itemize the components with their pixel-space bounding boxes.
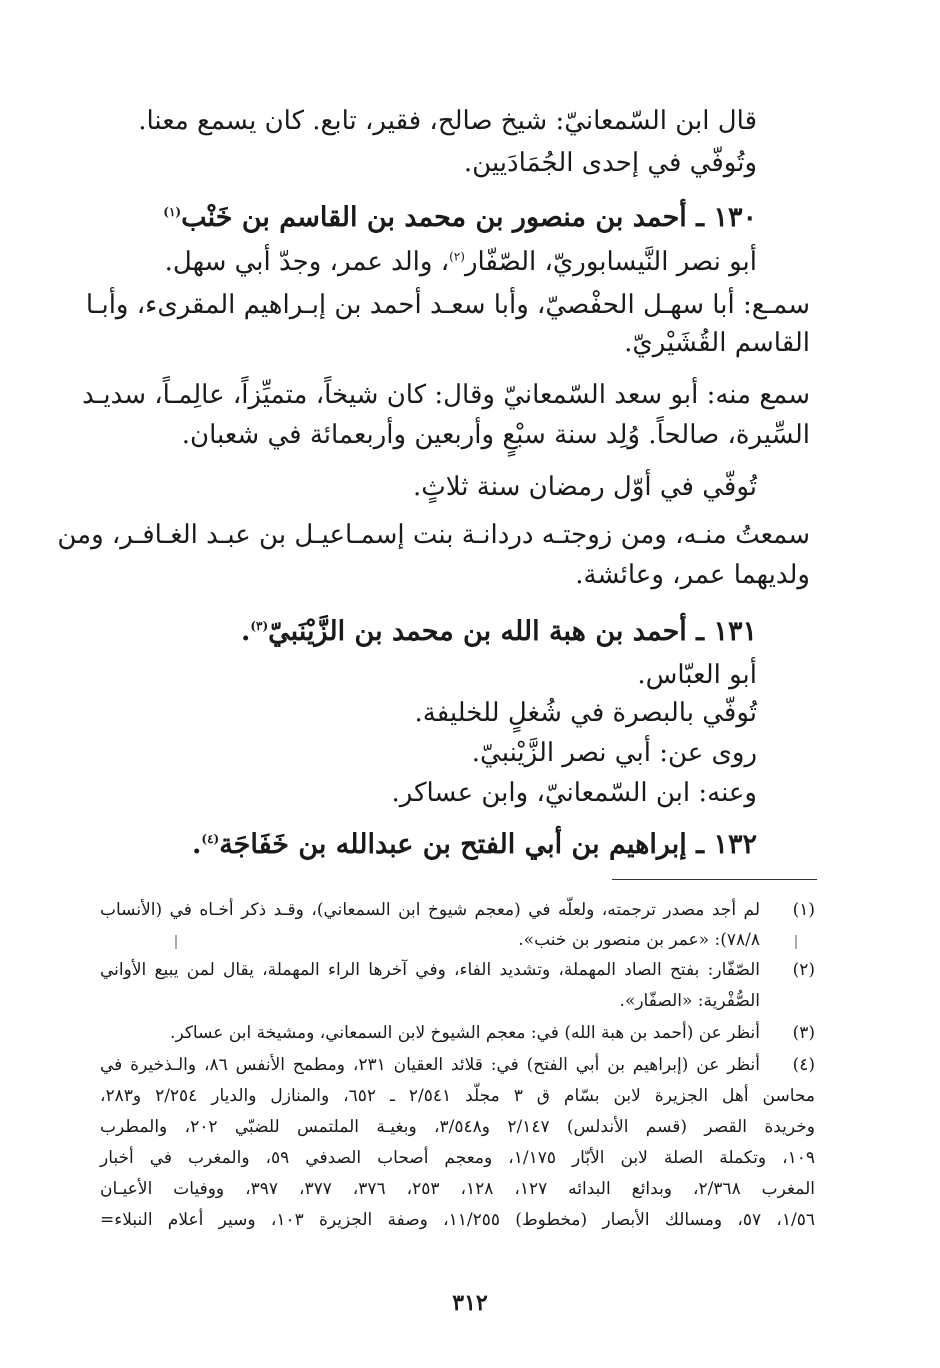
footnote-ref-2: (٢) xyxy=(449,249,465,264)
body-line-1: قال ابن السّمعانيّ: شيخ صالح، فقير، تابع. كان يسمع معنا. xyxy=(138,106,757,136)
entry-131-line-1: أبو العبّاس. xyxy=(637,660,757,690)
footnote-4-line-2: محاسن أهل الجزيرة لابن بسّام ق ٣ مجلّد ٢/٥٤١ ـ ٦٥٢، والمنازل والديار ٢/٢٥٤ و٢٨٣، xyxy=(100,1086,815,1106)
footnote-3-line-1: أنظر عن (أحمد بن هبة الله) في: معجم الشيوخ لابن السمعاني، ومشيخة ابن عساكر. xyxy=(170,1023,760,1043)
footnote-4-line-5: المغرب ٢/٣٦٨، وبدائع البدائه ١٢٧، ١٢٨، ٢٥٣، ٣٧٦، ٣٧٧، ٣٩٧، ووفيات الأعيـان xyxy=(100,1179,815,1199)
entry-131-line-2: تُوفّي بالبصرة في شُغلٍ للخليفة. xyxy=(414,698,757,728)
footnote-ref-1: (١) xyxy=(163,205,182,219)
footnote-4-line-4: ١٠٩، وتكملة الصلة لابن الأبّار ١/١٧٥، ومعجم أصحاب الصدفي ٥٩، والمغرب في أخبار xyxy=(100,1148,815,1168)
footnote-number-1: (١) xyxy=(792,900,815,920)
page-number: ٣١٢ xyxy=(452,1290,488,1316)
entry-130-name: أبو نصر النَّيسابوريّ، الصّفّار xyxy=(464,247,757,277)
footnote-separator xyxy=(612,879,817,880)
entry-130-line-4: سمع منه: أبو سعد السّمعانيّ وقال: كان شيخاً، متميِّزاً، عالِمـاً، سديـد xyxy=(82,380,810,410)
entry-130-line-3: القاسم القُشَيْريّ. xyxy=(624,328,810,358)
entry-131-heading-period: . xyxy=(240,616,251,647)
footnote-1-line-1: لم أجد مصدر ترجمته، ولعلّه في (معجم شيوخ ابن السمعاني)، وقـد ذكر أخـاه في (الأنساب xyxy=(100,900,760,920)
footnote-ref-4: (٤) xyxy=(201,832,220,846)
footnote-ref-3: (٣) xyxy=(250,619,269,633)
entry-130-line-1 xyxy=(165,242,757,282)
footnote-number-3: (٣) xyxy=(792,1023,815,1043)
body-line-2: وتُوفّي في إحدى الجُمَادَيين. xyxy=(463,148,757,178)
entry-131-heading-text: ١٣١ ـ أحمد بن هبة الله بن محمد بن الزَّيْنَبيّ xyxy=(268,616,757,647)
footnote-4-line-6: ١/٥٦، ٥٧، ومسالك الأبصار (مخطوط) ١١/٢٥٥، وصفة الجزيرة ١٠٣، وسير أعلام النبلاء= xyxy=(100,1210,815,1230)
entry-130-kin: ، والد عمر، وجدّ أبي سهل. xyxy=(164,247,450,277)
footnote-number-2: (٢) xyxy=(792,960,815,980)
footnote-number-4: (٤) xyxy=(792,1055,815,1075)
footnote-1-line-2: ٧٨/٨): «عمر بن منصور بن خنب». xyxy=(518,930,760,950)
entry-130-line-8: ولديهما عمر، وعائشة. xyxy=(575,560,810,590)
entry-130-line-5: السِّيرة، صالحاً. وُلِد سنة سبْعٍ وأربعين وأربعمائة في شعبان. xyxy=(181,420,810,450)
footnote-2-line-1: الصّفّار: بفتح الصاد المهملة، وتشديد الفاء، وفي آخرها الراء المهملة، يقال لمن يبيع الأواني xyxy=(100,960,760,980)
entry-132-heading-text: ١٣٢ ـ إبراهيم بن أبي الفتح بن عبدالله بن خَفَاجَة xyxy=(219,829,757,860)
entry-131-heading xyxy=(241,612,757,652)
entry-131-line-4: وعنه: ابن السّمعانيّ، وابن عساكر. xyxy=(391,778,757,808)
footnote-4-line-1: أنظر عن (إبراهيم بن أبي الفتح) في: قلائد العقيان ٢٣١، ومطمح الأنفس ٨٦، والـذخيرة في xyxy=(100,1055,761,1075)
entry-130-heading-text: ١٣٠ ـ أحمد بن منصور بن محمد بن القاسم بن خَنْب xyxy=(181,202,757,233)
margin-mark-right xyxy=(795,935,797,949)
entry-130-line-7: سمعتُ منـه، ومن زوجتـه دردانـة بنت إسمـاعيـل بن عبـد الغـافـر، ومن xyxy=(57,520,810,550)
footnote-2-line-2: الصُّفْرية: «الصفّار». xyxy=(619,991,760,1011)
entry-132-heading-period: . xyxy=(191,829,202,860)
margin-mark-left xyxy=(175,935,177,949)
entry-131-line-3: روى عن: أبي نصر الزَّيْنبيّ. xyxy=(471,738,757,768)
entry-130-line-2: سمـع: أبا سهـل الحفْصيّ، وأبا سعـد أحمد بن إبـراهيم المقرىء، وأبـا xyxy=(85,290,810,320)
entry-130-line-6: تُوفّي في أوّل رمضان سنة ثلاثٍ. xyxy=(413,472,757,502)
footnote-4-line-3: وخريدة القصر (قسم الأندلس) ٢/١٤٧ و٣/٥٤٨، وبغيـة الملتمس للضبّي ٢٠٢، والمطرب xyxy=(100,1117,815,1137)
entry-130-heading xyxy=(163,198,757,238)
entry-132-heading xyxy=(192,825,757,865)
